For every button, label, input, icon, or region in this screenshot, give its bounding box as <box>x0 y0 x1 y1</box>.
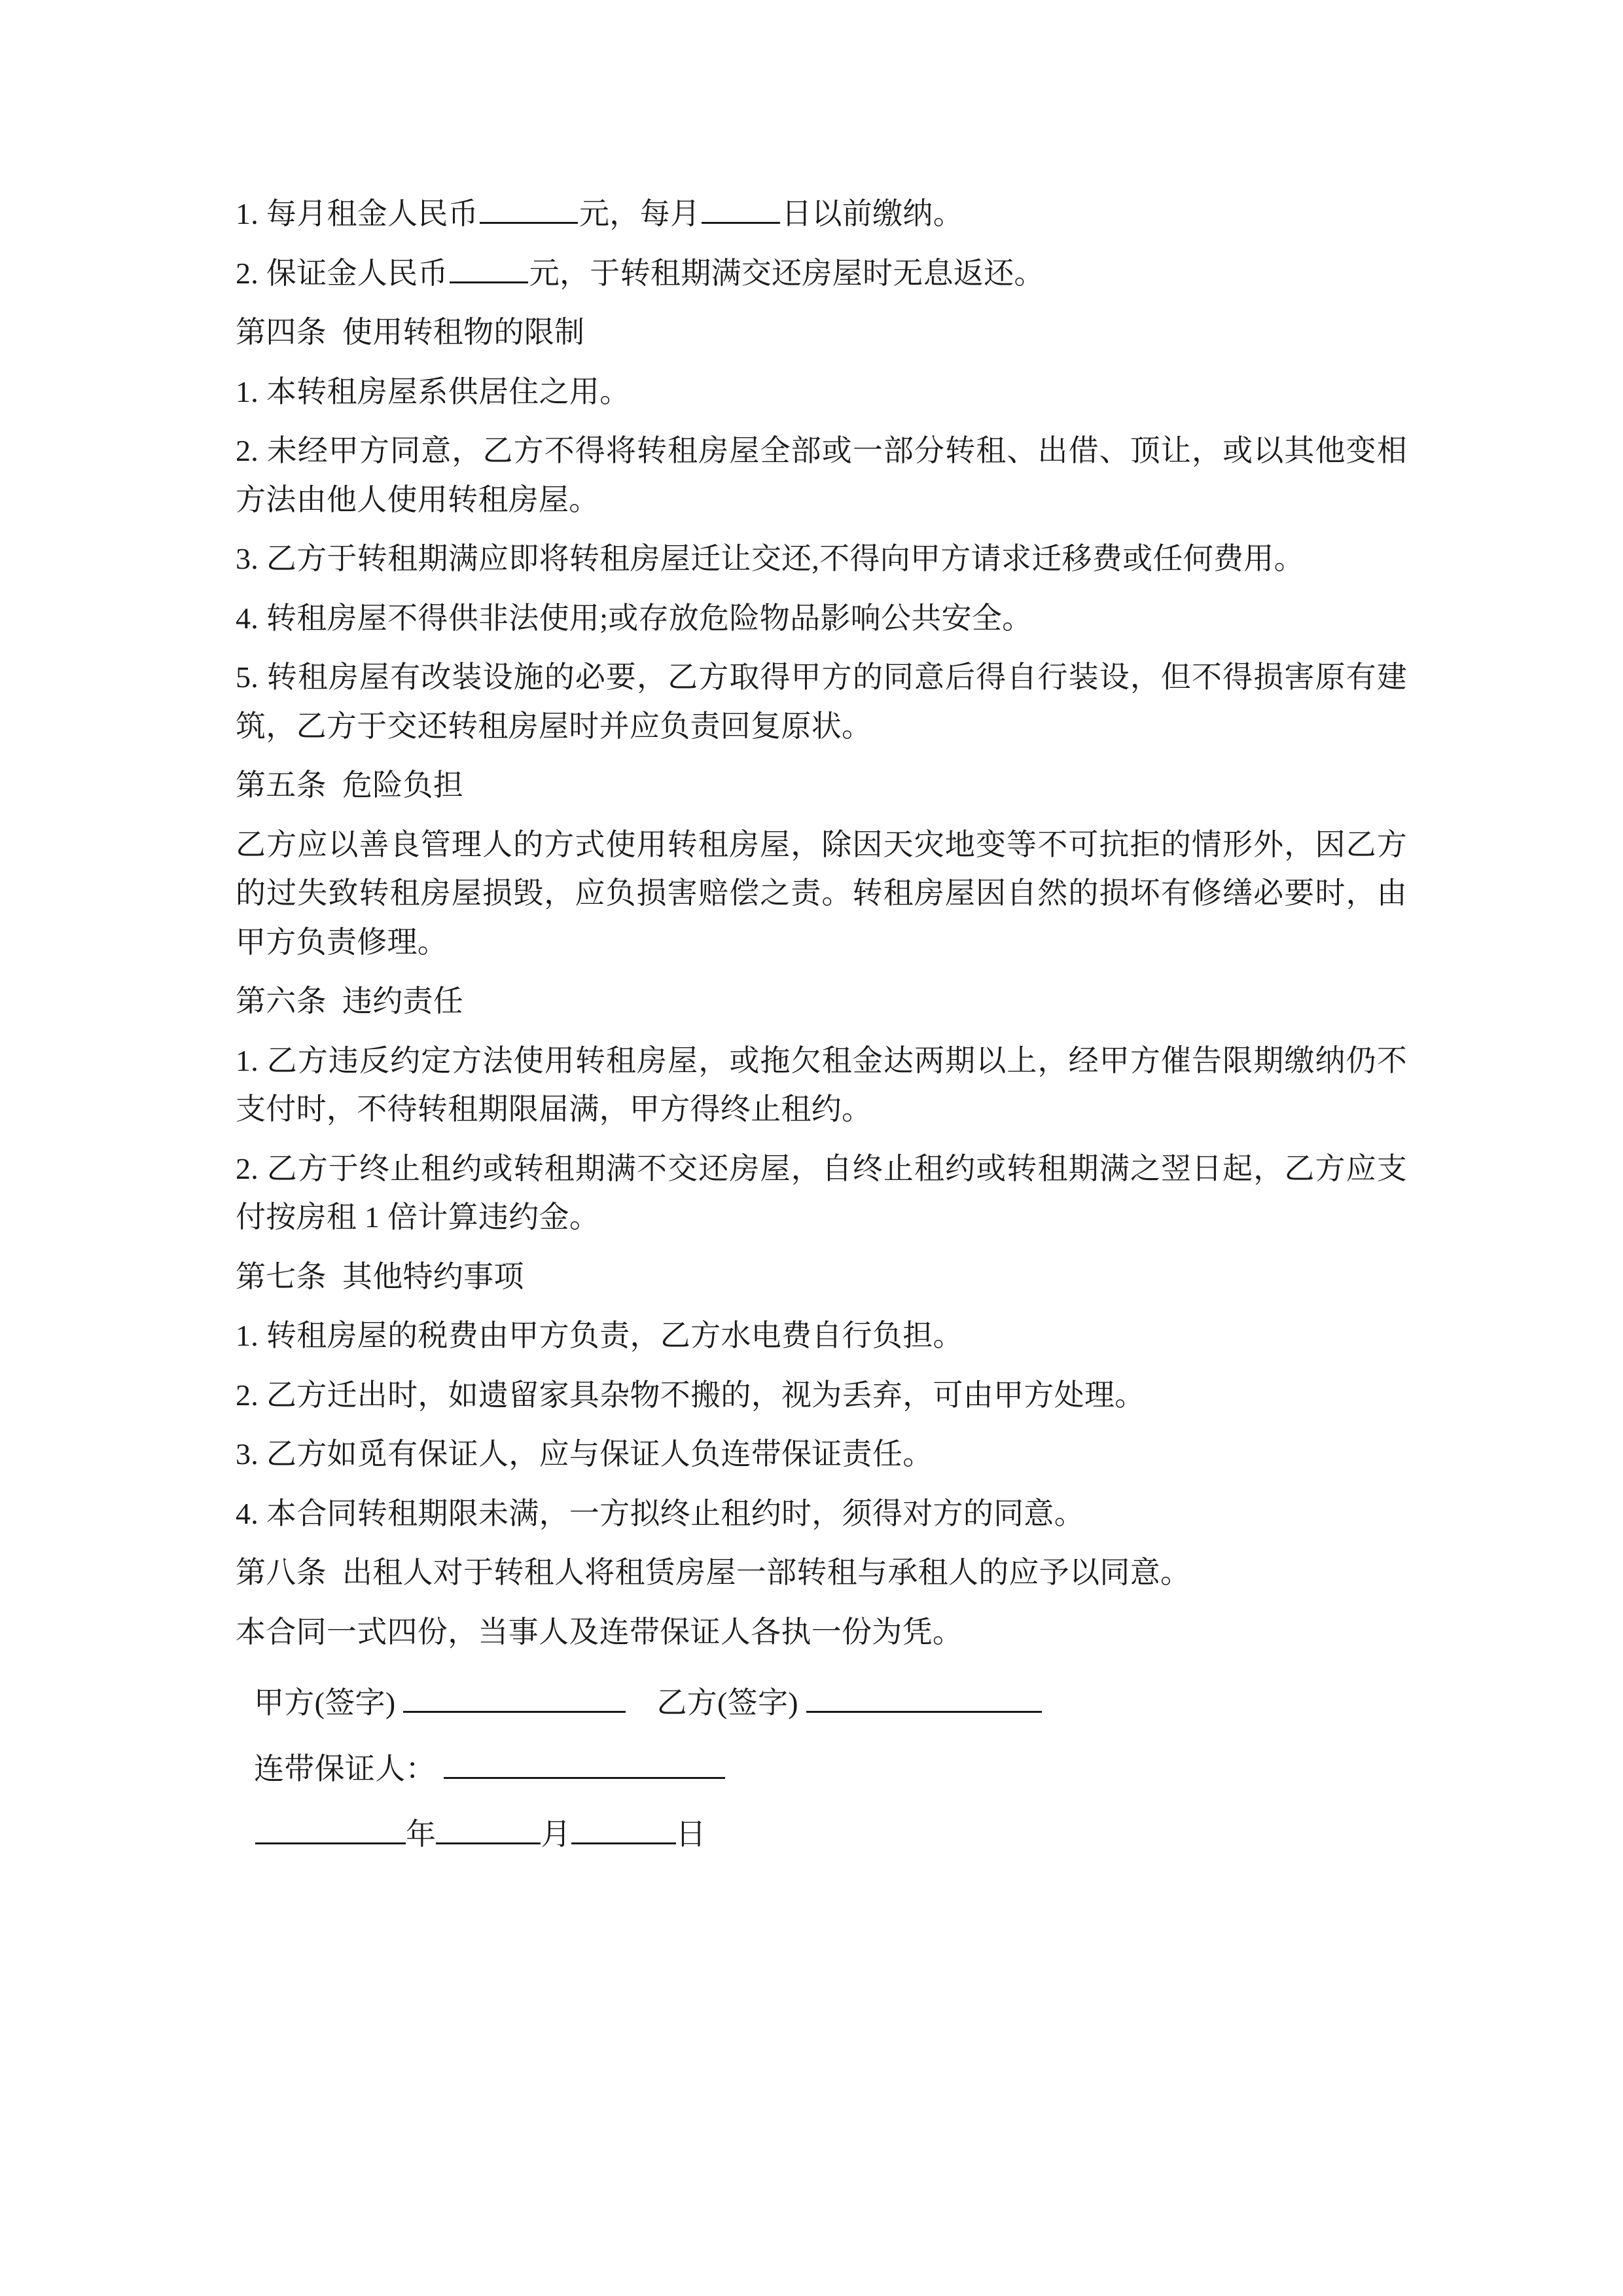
article-8-title: 出租人对于转租人将租赁房屋一部转租与承租人的应予以同意。 <box>342 1556 1191 1590</box>
article-5-item-1: 乙方应以善良管理人的方式使用转租房屋，除因天灾地变等不可抗拒的情形外，因乙方的过失致转租房屋损毁，应负损害赔偿之责。转租房屋因自然的损坏有修缮必要时，由甲方负责修理。 <box>236 827 1407 959</box>
date-month-label: 月 <box>541 1818 571 1852</box>
article-8-heading <box>236 1549 1407 1598</box>
clause-deposit <box>236 249 1407 298</box>
signature-parties-line <box>236 1679 1407 1728</box>
clause-rent <box>236 190 1407 239</box>
article-6-title: 违约责任 <box>342 984 464 1018</box>
date-month-blank[interactable] <box>436 1814 541 1844</box>
deposit-amount-blank[interactable] <box>450 253 528 283</box>
clause-deposit-text-a: 2. 保证金人民币 <box>236 256 448 290</box>
article-4-item-4: 4. 转租房屋不得供非法使用;或存放危险物品影响公共安全。 <box>236 601 1033 635</box>
clause-deposit-text-b: 元，于转租期满交还房屋时无息返还。 <box>529 256 1044 290</box>
article-6-item-1: 1. 乙方违反约定方法使用转租房屋，或拖欠租金达两期以上，经甲方催告限期缴纳仍不支付时，不待转租期限届满，甲方得终止租约。 <box>236 1043 1407 1126</box>
article-7-heading <box>236 1253 1407 1302</box>
party-b-signature-blank[interactable] <box>806 1682 1042 1713</box>
article-4-item-3: 3. 乙方于转租期满应即将转租房屋迁让交还,不得向甲方请求迁移费或任何费用。 <box>236 542 1304 576</box>
guarantor-label: 连带保证人： <box>254 1751 436 1785</box>
date-line <box>236 1810 1407 1859</box>
party-a-label: 甲方(签字) <box>254 1686 396 1720</box>
party-b-label: 乙方(签字) <box>656 1686 798 1720</box>
guarantor-line <box>236 1745 1407 1794</box>
article-4-title: 使用转租物的限制 <box>342 315 585 350</box>
article-4-item-1: 1. 本转租房屋系供居住之用。 <box>236 374 630 408</box>
document-body <box>236 190 1407 1859</box>
guarantor-signature-blank[interactable] <box>444 1748 725 1779</box>
article-4-item-2: 2. 未经甲方同意，乙方不得将转租房屋全部或一部分转租、出借、顶让，或以其他变相方法由他人使用转租房屋。 <box>236 434 1407 516</box>
rent-day-blank[interactable] <box>702 193 780 224</box>
article-7-item-3: 3. 乙方如觅有保证人，应与保证人负连带保证责任。 <box>236 1437 933 1471</box>
article-6-number: 第六条 <box>236 984 327 1018</box>
date-year-label: 年 <box>406 1818 437 1852</box>
article-4-item-5: 5. 转租房屋有改装设施的必要，乙方取得甲方的同意后得自行装设，但不得损害原有建筑，乙方于交还转租房屋时并应负责回复原状。 <box>236 660 1407 743</box>
article-7-title: 其他特约事项 <box>342 1259 524 1293</box>
article-4-number: 第四条 <box>236 315 327 350</box>
article-4-heading <box>236 308 1407 357</box>
rent-amount-blank[interactable] <box>480 193 578 224</box>
article-6-heading <box>236 977 1407 1026</box>
clause-rent-text-c: 日以前缴纳。 <box>781 197 964 230</box>
article-7-item-1: 1. 转租房屋的税费由甲方负责，乙方水电费自行负担。 <box>236 1319 963 1353</box>
date-day-label: 日 <box>675 1818 706 1852</box>
party-a-signature-blank[interactable] <box>403 1682 626 1713</box>
article-7-number: 第七条 <box>236 1259 327 1293</box>
article-5-title: 危险负担 <box>342 768 464 802</box>
article-5-heading <box>236 761 1407 810</box>
article-7-item-2: 2. 乙方迁出时，如遗留家具杂物不搬的，视为丢弃，可由甲方处理。 <box>236 1378 1145 1412</box>
article-7-item-4: 4. 本合同转租期限未满，一方拟终止租约时，须得对方的同意。 <box>236 1496 1084 1530</box>
signature-block <box>236 1679 1407 1859</box>
article-5-number: 第五条 <box>236 768 327 802</box>
clause-rent-text-b: 元，每月 <box>579 197 701 230</box>
clause-rent-text-a: 1. 每月租金人民币 <box>236 197 478 230</box>
date-day-blank[interactable] <box>571 1814 676 1844</box>
article-8-number: 第八条 <box>236 1556 327 1590</box>
article-6-item-2: 2. 乙方于终止租约或转租期满不交还房屋，自终止租约或转租期满之翌日起，乙方应支付按房租 1 倍计算违约金。 <box>236 1151 1407 1234</box>
closing-statement: 本合同一式四份，当事人及连带保证人各执一份为凭。 <box>236 1615 963 1649</box>
date-year-blank[interactable] <box>255 1814 406 1844</box>
